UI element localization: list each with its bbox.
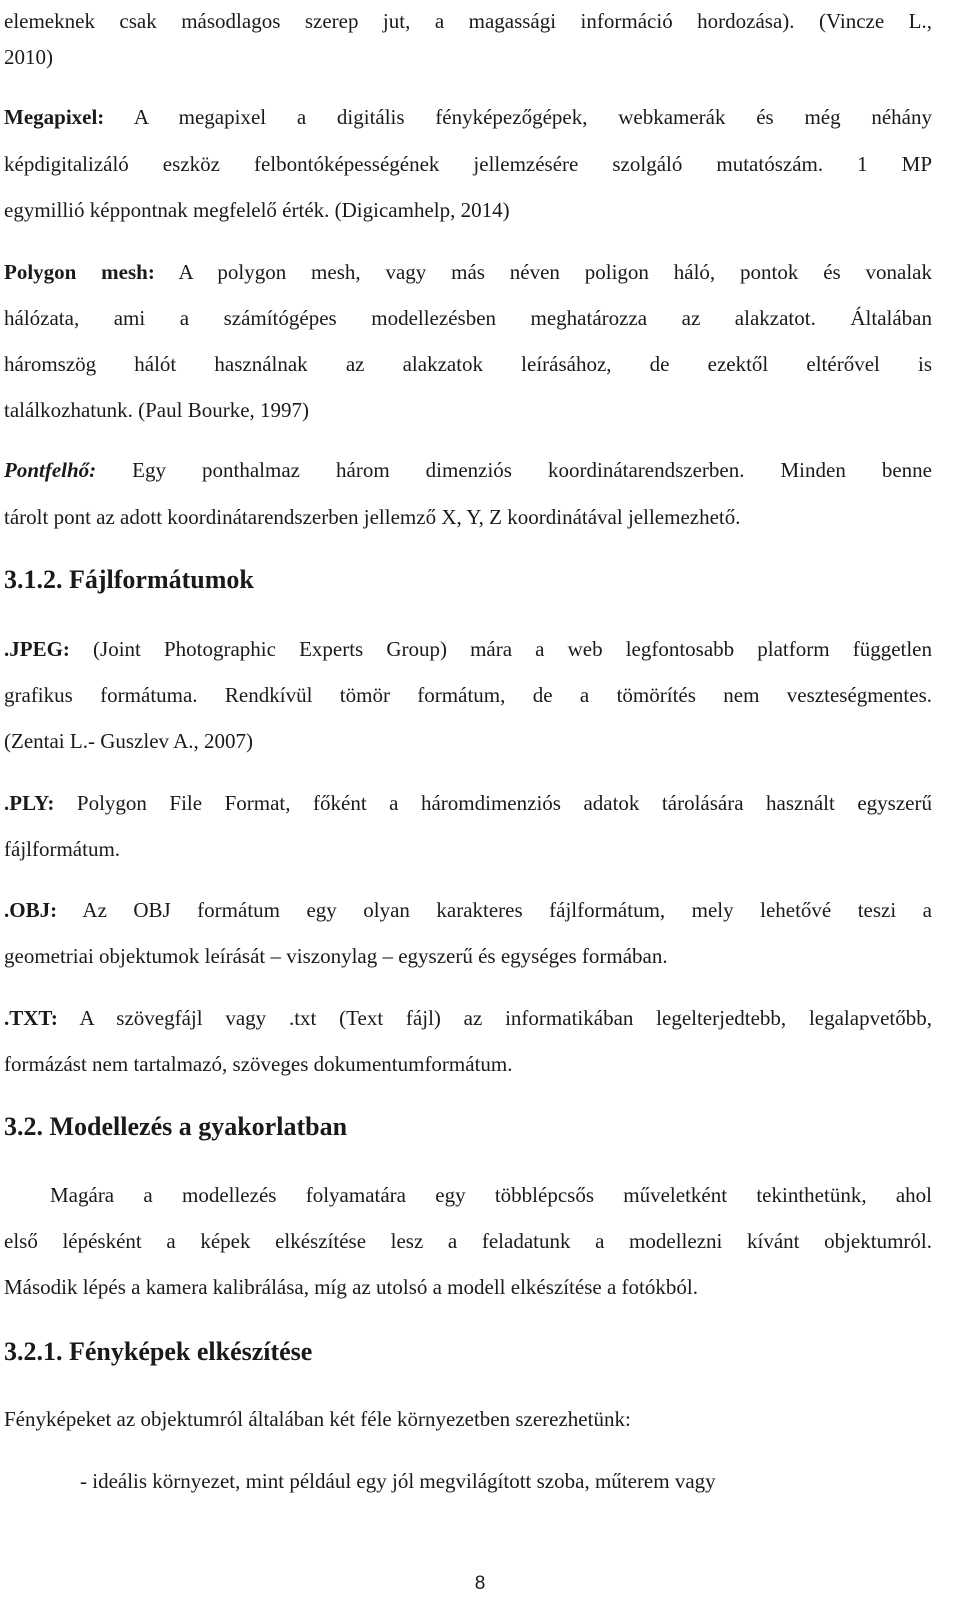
definition-pontfelho: Pontfelhő: Egy ponthalmaz három dimenziós koordinátarendszerben. Minden benne — [4, 458, 932, 482]
definition-megapixel: Megapixel: A megapixel a digitális fényképezőgépek, webkamerák és még néhány — [4, 105, 932, 129]
definition-polygon-mesh: Polygon mesh: A polygon mesh, vagy más néven poligon háló, pontok és vonalak — [4, 260, 932, 284]
paragraph-line: első lépésként a képek elkészítése lesz a feladatunk a modellezni kívánt objektumról. — [4, 1229, 932, 1253]
paragraph-line: képdigitalizáló eszköz felbontóképességének jellemzésére szolgáló mutatószám. 1 MP — [4, 152, 932, 176]
section-heading-3-1-2: 3.1.2. Fájlformátumok — [4, 565, 254, 594]
paragraph-line: hálózata, ami a számítógépes modellezésben meghatározza az alakzatot. Általában — [4, 306, 932, 330]
paragraph-line: egymillió képpontnak megfelelő érték. (Digicamhelp, 2014) — [4, 198, 510, 222]
paragraph-line: Második lépés a kamera kalibrálása, míg az utolsó a modell elkészítése a fotókból. — [4, 1275, 698, 1299]
paragraph-line: formázást nem tartalmazó, szöveges dokumentumformátum. — [4, 1052, 513, 1076]
paragraph-line: Magára a modellezés folyamatára egy többlépcsős műveletként tekinthetünk, ahol — [50, 1183, 932, 1207]
term-jpeg: .JPEG: — [4, 637, 70, 661]
definition-txt: .TXT: A szövegfájl vagy .txt (Text fájl) az informatikában legelterjedtebb, legalapvetőbb, — [4, 1006, 932, 1030]
paragraph-line: 2010) — [4, 45, 53, 69]
paragraph-line: geometriai objektumok leírását – viszonylag – egyszerű és egységes formában. — [4, 944, 668, 968]
paragraph-line: fájlformátum. — [4, 837, 121, 861]
paragraph-line: tárolt pont az adott koordinátarendszerben jellemző X, Y, Z koordinátával jellemezhető. — [4, 505, 741, 529]
paragraph-line: (Zentai L.- Guszlev A., 2007) — [4, 729, 254, 753]
paragraph-line: Fényképeket az objektumról általában két féle környezetben szerezhetünk: — [4, 1407, 631, 1431]
paragraph-line: grafikus formátuma. Rendkívül tömör formátum, de a tömörítés nem veszteségmentes. — [4, 683, 932, 707]
term-txt: .TXT: — [4, 1006, 58, 1030]
definition-obj: .OBJ: Az OBJ formátum egy olyan karakteres fájlformátum, mely lehetővé teszi a — [4, 898, 932, 922]
term-obj: .OBJ: — [4, 898, 58, 922]
paragraph-line: háromszög hálót használnak az alakzatok leírásához, de ezektől eltérővel is — [4, 352, 932, 376]
list-item: - ideális környezet, mint például egy jól megvilágított szoba, műterem vagy — [80, 1469, 716, 1493]
term-megapixel: Megapixel: — [4, 105, 105, 129]
definition-jpeg: .JPEG: (Joint Photographic Experts Group) mára a web legfontosabb platform független — [4, 637, 932, 661]
section-heading-3-2: 3.2. Modellezés a gyakorlatban — [4, 1112, 348, 1141]
page-number: 8 — [474, 1573, 486, 1594]
section-heading-3-2-1: 3.2.1. Fényképek elkészítése — [4, 1337, 313, 1366]
term-pontfelho: Pontfelhő: — [4, 458, 97, 482]
definition-ply: .PLY: Polygon File Format, főként a háromdimenziós adatok tárolására használt egyszerű — [4, 791, 932, 815]
paragraph-line: elemeknek csak másodlagos szerep jut, a magassági információ hordozása). (Vincze L., — [4, 9, 932, 33]
term-ply: .PLY: — [4, 791, 55, 815]
paragraph-line: találkozhatunk. (Paul Bourke, 1997) — [4, 398, 310, 422]
term-polygon-mesh: Polygon mesh: — [4, 260, 155, 284]
